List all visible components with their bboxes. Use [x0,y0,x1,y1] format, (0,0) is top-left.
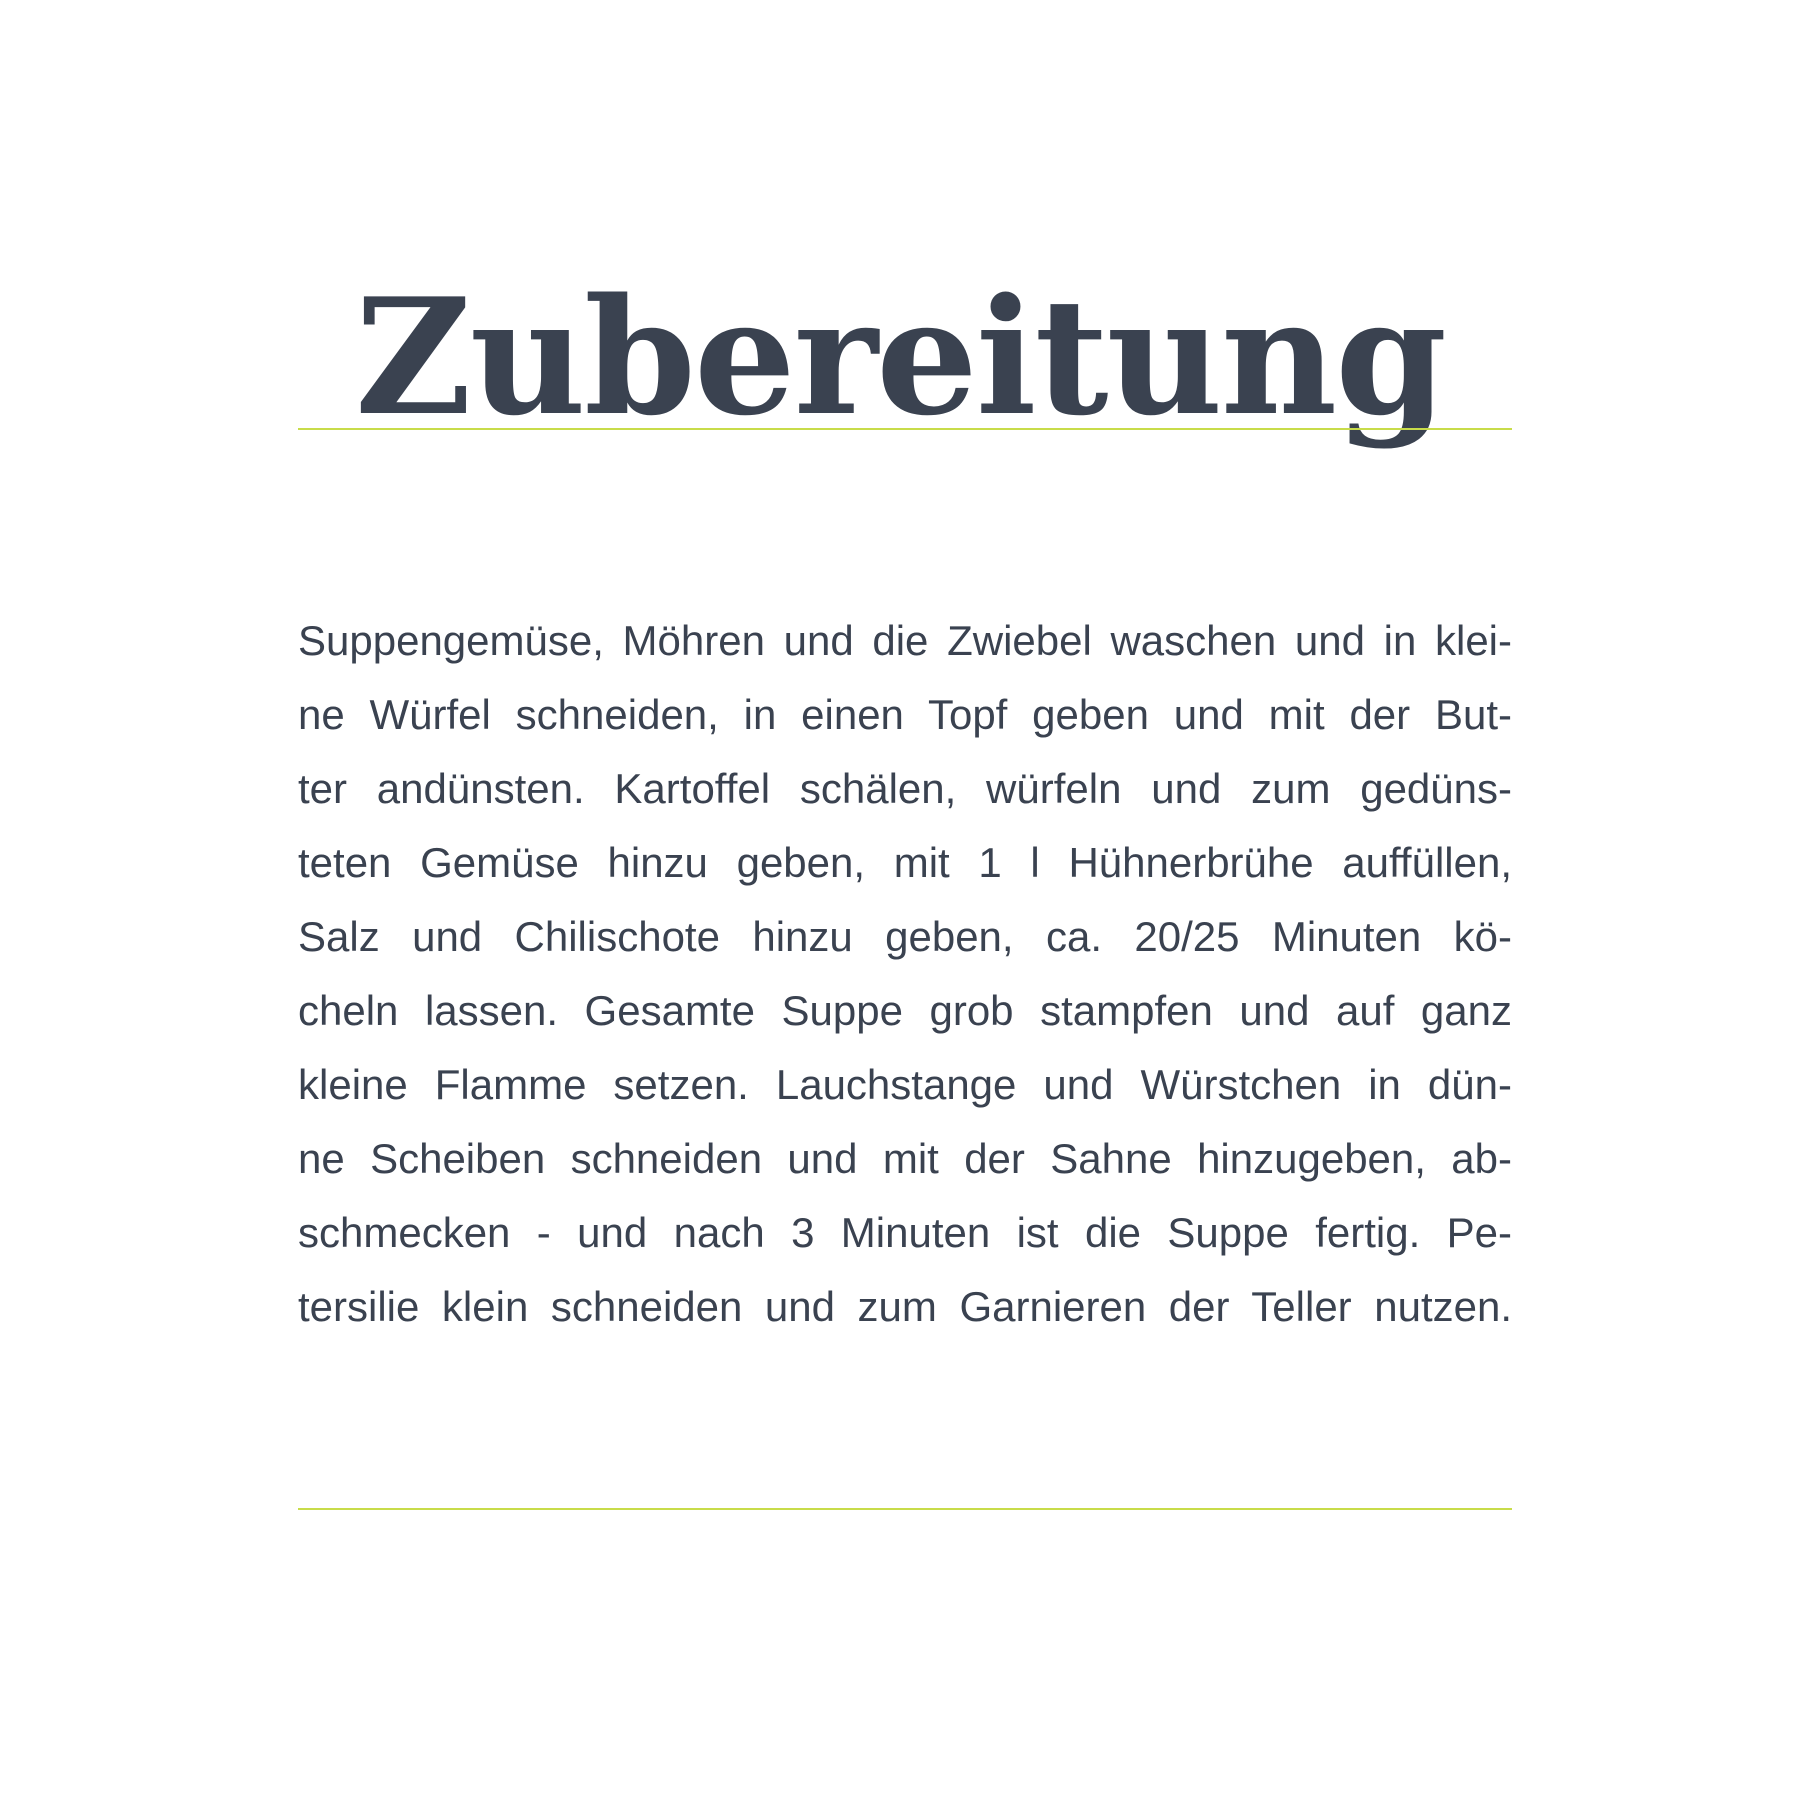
paragraph-line: teten Gemüse hinzu geben, mit 1 l Hühnerbrühe auffüllen, [298,839,1512,886]
top-divider [298,428,1512,430]
bottom-divider [298,1508,1512,1510]
paragraph-line: Suppengemüse, Möhren und die Zwiebel waschen und in klei- [298,617,1512,664]
paragraph-line: ter andünsten. Kartoffel schälen, würfeln und zum gedüns- [298,765,1512,812]
paragraph-line: ne Würfel schneiden, in einen Topf geben und mit der But- [298,691,1512,738]
paragraph-line: ne Scheiben schneiden und mit der Sahne hinzugeben, ab- [298,1135,1512,1182]
paragraph-line: tersilie klein schneiden und zum Garnieren der Teller nutzen. [298,1283,1512,1330]
paragraph-line: cheln lassen. Gesamte Suppe grob stampfen und auf ganz [298,987,1512,1034]
paragraph-line: schmecken - und nach 3 Minuten ist die Suppe fertig. Pe- [298,1209,1512,1256]
paragraph-line: kleine Flamme setzen. Lauchstange und Würstchen in dün- [298,1061,1512,1108]
page-title: Zubereitung [354,263,1446,452]
instructions-paragraph [298,604,1512,1344]
paragraph-line: Salz und Chilischote hinzu geben, ca. 20/25 Minuten kö- [298,913,1512,960]
